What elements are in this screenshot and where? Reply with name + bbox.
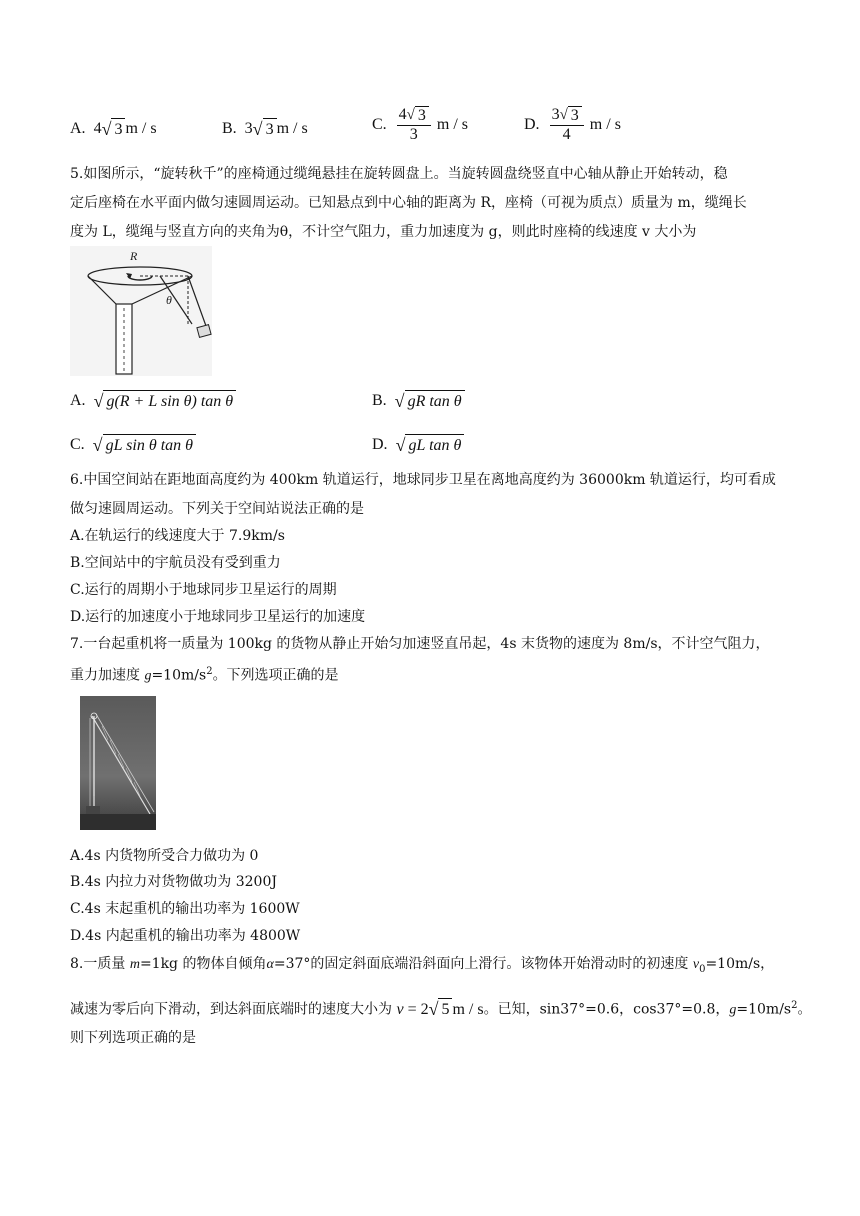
radicand: 3 xyxy=(568,106,582,125)
q5-option-d xyxy=(372,434,464,457)
text: 减速为零后向下滑动，到达斜面底端时的速度大小为 xyxy=(70,1001,397,1018)
radical: √ gR tan θ xyxy=(395,390,465,413)
radical: √ 3 xyxy=(253,118,277,141)
symbol-alpha: α xyxy=(266,957,274,972)
option-label: C. xyxy=(372,116,387,133)
q5-stem-line-3: 度为 L，缆绳与竖直方向的夹角为θ，不计空气阻力，重力加速度为 g，则此时座椅的线速度 v 大小为 xyxy=(70,224,697,240)
radicand: gL sin θ tan θ xyxy=(103,434,196,457)
q7-stem-line-1: 7.一台起重机将一质量为 100kg 的货物从静止开始匀加速竖直吊起，4s 末货物的速度为 8m/s，不计空气阻力， xyxy=(70,636,770,652)
coef: 4 xyxy=(398,106,407,124)
q6-option-a: A.在轨运行的线速度大于 7.9km/s xyxy=(70,528,285,544)
figure-label-theta: θ xyxy=(166,293,172,307)
q7-option-d: D.4s 内起重机的输出功率为 4800W xyxy=(70,928,301,944)
unit: m / s xyxy=(452,1000,484,1018)
figure-label-r: R xyxy=(130,249,138,263)
q6-option-c: C.运行的周期小于地球同步卫星运行的周期 xyxy=(70,582,337,598)
crane-photo-image xyxy=(80,696,156,830)
option-label: A. xyxy=(70,392,86,410)
q4-option-b xyxy=(222,118,308,141)
text: = 2 xyxy=(403,1000,429,1018)
radicand: 5 xyxy=(438,998,452,1021)
q6-option-b: B.空间站中的宇航员没有受到重力 xyxy=(70,555,281,571)
q5-stem-line-2: 定后座椅在水平面内做匀速圆周运动。已知悬点到中心轴的距离为 R，座椅（可视为质点）质量为 m，缆绳长 xyxy=(70,195,747,211)
q7-option-c: C.4s 末起重机的输出功率为 1600W xyxy=(70,901,300,917)
text: 。 xyxy=(797,1001,812,1018)
radical: √ 3 xyxy=(560,106,582,125)
radical: √ 3 xyxy=(407,106,429,125)
q8-stem-line-3: 则下列选项正确的是 xyxy=(70,1030,196,1046)
swing-ride-figure xyxy=(70,246,212,376)
q4-option-a xyxy=(70,118,157,141)
radical: √ gL tan θ xyxy=(396,434,465,457)
text: 。已知，sin37°=0.6，cos37°=0.8， xyxy=(483,1001,730,1018)
symbol-m: m xyxy=(129,957,140,972)
option-label: B. xyxy=(372,392,387,410)
radicand: gR tan θ xyxy=(405,390,465,413)
symbol-g: g xyxy=(729,1002,737,1018)
q5-option-c xyxy=(70,434,196,457)
radicand: g(R + L sin θ) tan θ xyxy=(103,390,236,413)
numerator xyxy=(397,106,431,126)
text: =1kg 的物体自倾角 xyxy=(139,956,267,972)
symbol-g: g xyxy=(144,668,152,684)
q7-option-b: B.4s 内拉力对货物做功为 3200J xyxy=(70,874,277,890)
option-label: B. xyxy=(222,120,237,138)
radical: √ 5 xyxy=(429,998,453,1021)
unit: m / s xyxy=(436,116,469,133)
text: =37°的固定斜面底端沿斜面向上滑行。该物体开始滑动时的初速度 xyxy=(273,956,693,972)
option-label: D. xyxy=(524,116,540,133)
fraction xyxy=(550,106,584,144)
fraction xyxy=(397,106,431,144)
q5-option-a xyxy=(70,390,236,413)
radicand: gL tan θ xyxy=(405,434,464,457)
radicand: 3 xyxy=(415,106,429,125)
subscript: 0 xyxy=(699,963,706,975)
symbol-v: v xyxy=(692,957,700,972)
unit: m / s xyxy=(125,120,157,138)
unit: m / s xyxy=(589,116,621,133)
q5-option-b xyxy=(372,390,465,413)
text: =10m/s xyxy=(151,667,207,684)
q6-stem-line-2: 做匀速圆周运动。下列关于空间站说法正确的是 xyxy=(70,501,364,517)
option-label: C. xyxy=(70,436,85,454)
text: =10m/s， xyxy=(705,956,775,972)
text: 8.一质量 xyxy=(70,956,130,972)
radical: √ 3 xyxy=(102,118,126,141)
q6-stem-line-1: 6.中国空间站在距地面高度约为 400km 轨道运行，地球同步卫星在离地高度约为 36000km 轨道运行，均可看成 xyxy=(70,472,776,488)
denominator: 3 xyxy=(409,126,418,143)
superscript: 2 xyxy=(206,666,213,677)
q8-stem-line-1 xyxy=(70,954,774,980)
option-label: D. xyxy=(372,436,388,454)
denominator: 4 xyxy=(562,126,571,143)
q4-option-c xyxy=(372,106,468,144)
text: =10m/s xyxy=(736,1001,792,1018)
symbol-v: v xyxy=(396,1000,404,1018)
crane-photo xyxy=(80,696,156,830)
q5-stem-line-1: 5.如图所示，“旋转秋千”的座椅通过缆绳悬挂在旋转圆盘上。当旋转圆盘绕竖直中心轴从静止开始转动，稳 xyxy=(70,166,728,182)
q8-stem-line-2 xyxy=(70,994,811,1023)
q4-option-d xyxy=(524,106,621,144)
text: 重力加速度 xyxy=(70,667,145,684)
radicand: 3 xyxy=(111,118,125,141)
text: 。下列选项正确的是 xyxy=(212,667,339,684)
coef: 4 xyxy=(93,120,102,138)
radical: √ gL sin θ tan θ xyxy=(93,434,196,457)
swing-ride-illustration xyxy=(70,246,212,376)
coef: 3 xyxy=(551,106,560,124)
q7-option-a: A.4s 内货物所受合力做功为 0 xyxy=(70,848,259,864)
q6-option-d: D.运行的加速度小于地球同步卫星运行的加速度 xyxy=(70,609,366,625)
radical: √ g(R + L sin θ) tan θ xyxy=(94,390,237,413)
coef: 3 xyxy=(244,120,253,138)
radicand: 3 xyxy=(263,118,277,141)
unit: m / s xyxy=(276,120,308,138)
superscript: 2 xyxy=(791,1000,798,1011)
option-label: A. xyxy=(70,120,86,138)
q7-stem-line-2 xyxy=(70,662,339,687)
numerator xyxy=(550,106,584,126)
